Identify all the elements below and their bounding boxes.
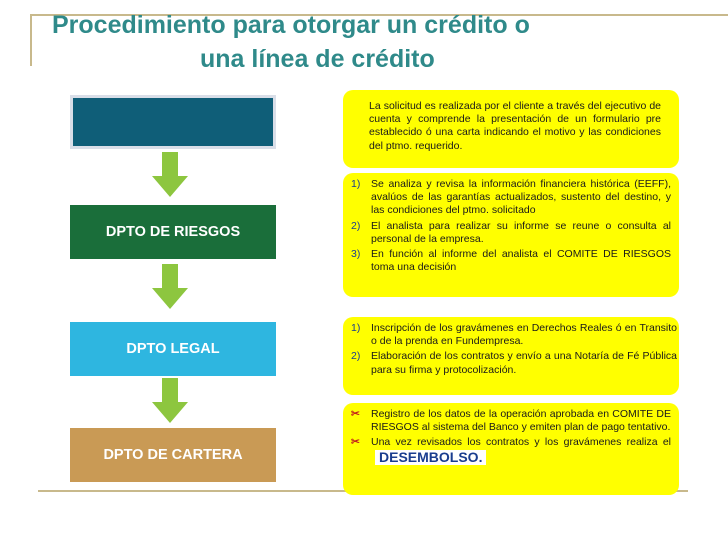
list-item bbox=[351, 408, 671, 434]
list-text: En función al informe del analista el COMITE DE RIESGOS toma una decisión bbox=[371, 248, 671, 274]
scissors-icon: ✂ bbox=[351, 408, 360, 420]
list-number: 2) bbox=[351, 219, 361, 232]
step-riesgos-label: DPTO DE RIESGOS bbox=[105, 224, 241, 240]
step-legal-box bbox=[70, 322, 276, 376]
legal-list bbox=[351, 322, 677, 377]
desembolso-highlight: DESEMBOLSO. bbox=[375, 450, 486, 465]
slide-title-line-2: una línea de crédito bbox=[200, 45, 435, 73]
slide-title bbox=[40, 8, 700, 76]
slide-title-line-1: Procedimiento para otorgar un crédito o bbox=[52, 11, 530, 39]
list-number: 1) bbox=[351, 178, 361, 190]
flow-arrow-3 bbox=[150, 378, 190, 424]
list-number: 1) bbox=[351, 322, 361, 334]
client-note bbox=[343, 90, 679, 168]
list-number: 2) bbox=[351, 350, 361, 363]
cartera-list bbox=[351, 408, 671, 466]
scissors-icon: ✂ bbox=[351, 436, 360, 449]
riesgos-list bbox=[351, 178, 671, 274]
riesgos-note bbox=[343, 173, 679, 297]
flow-arrow-1 bbox=[150, 152, 190, 198]
list-item bbox=[351, 350, 677, 376]
step-riesgos-box bbox=[70, 205, 276, 259]
step-legal-label: DPTO LEGAL bbox=[126, 341, 220, 357]
list-item bbox=[351, 178, 671, 218]
flow-arrow-2 bbox=[150, 264, 190, 310]
list-text: Se analiza y revisa la información financiera histórica (EEFF), avalúos de las garantías actualizados, sustento del destino, y las condiciones del ptmo. solicitado bbox=[371, 178, 671, 217]
list-text: Inscripción de los gravámenes en Derechos Reales ó en Transito o de la prenda en Fundempresa. bbox=[371, 322, 677, 348]
list-number: 3) bbox=[351, 248, 361, 261]
list-item bbox=[351, 436, 671, 465]
list-item bbox=[351, 248, 671, 274]
step-cartera-box bbox=[70, 428, 276, 482]
step-client-box bbox=[70, 95, 276, 149]
legal-note bbox=[343, 317, 679, 395]
list-text bbox=[371, 436, 671, 465]
list-text: Elaboración de los contratos y envío a una Notaría de Fé Pública para su firma y protocolización. bbox=[371, 350, 677, 376]
list-text-prefix: Una vez revisados los contratos y los gravámenes realiza el bbox=[371, 436, 671, 449]
list-text: Registro de los datos de la operación aprobada en COMITE DE RIESGOS al sistema del Banco y emiten plan de pago tentativo. bbox=[371, 408, 671, 434]
client-note-text: La solicitud es realizada por el cliente a través del ejecutivo de cuenta y comprende la presentación de un formulario pre establecido ó una carta indicando el motivo y las condiciones del ptmo. requerido. bbox=[369, 100, 661, 152]
frame-left-line bbox=[30, 14, 32, 66]
list-item bbox=[351, 220, 671, 246]
cartera-note bbox=[343, 403, 679, 495]
list-text: El analista para realizar su informe se reune o consulta al personal de la empresa. bbox=[371, 219, 671, 245]
step-cartera-label: DPTO DE CARTERA bbox=[103, 447, 243, 463]
list-item bbox=[351, 322, 677, 348]
